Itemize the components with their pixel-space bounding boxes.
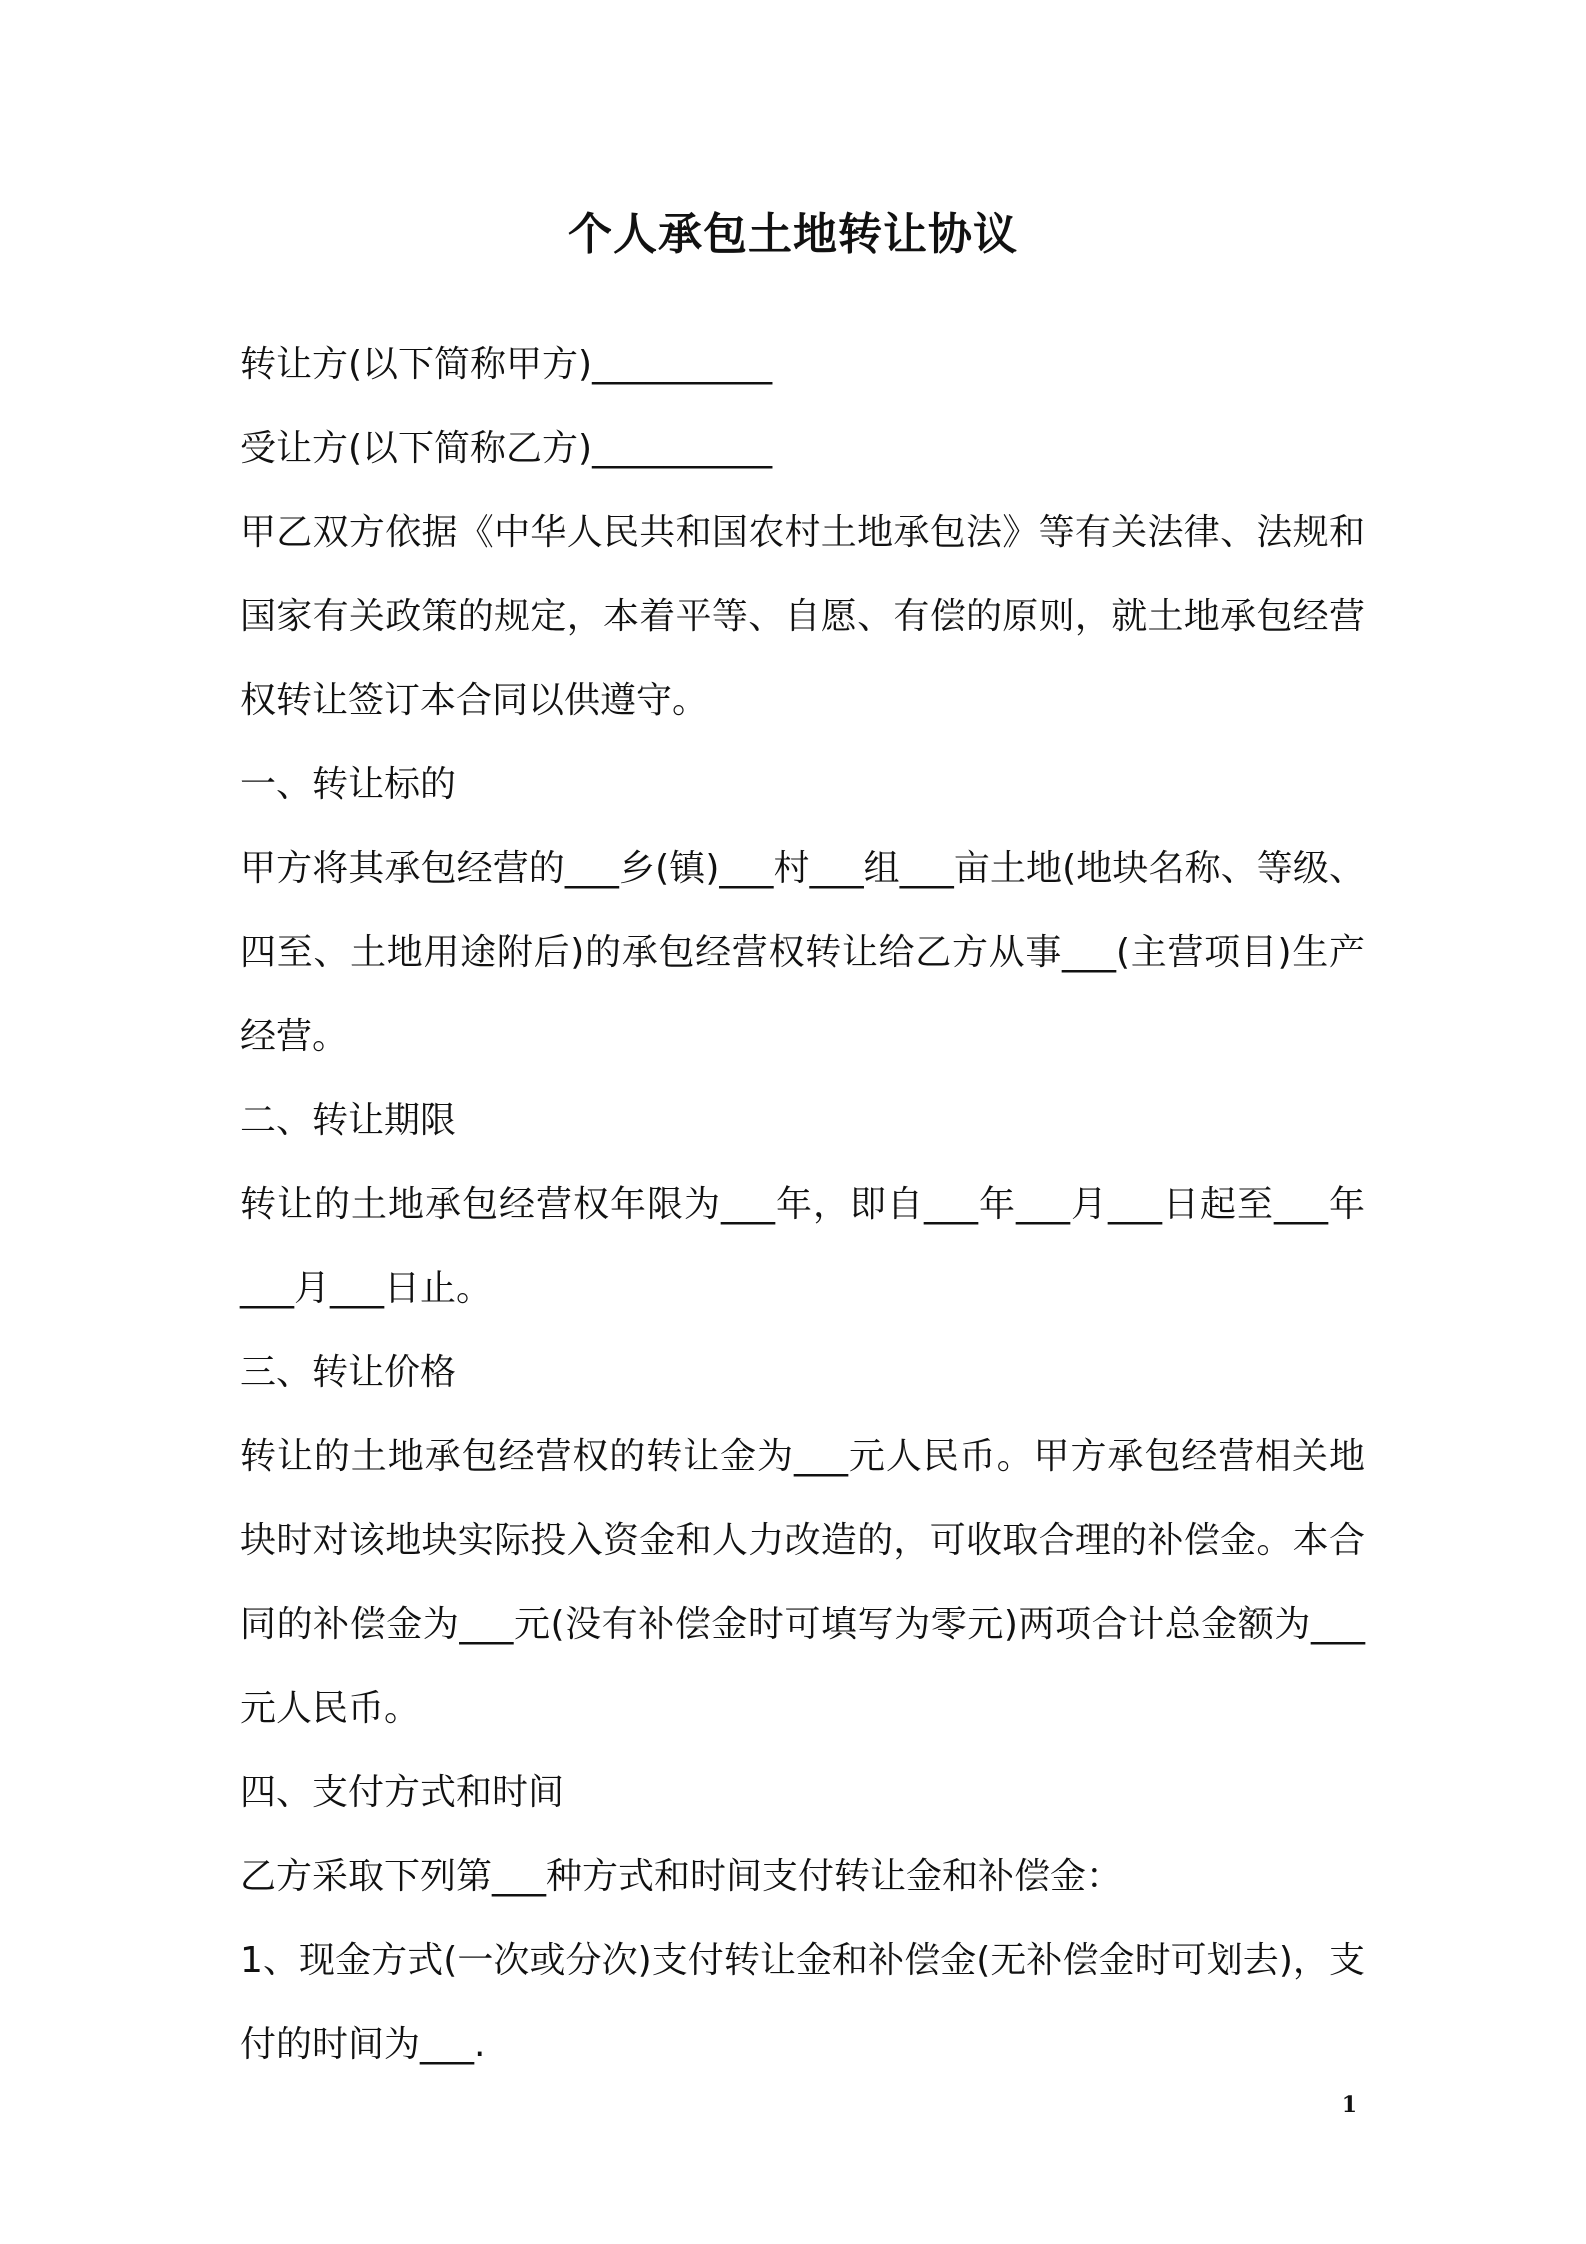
page-number: 1 [1341, 2092, 1357, 2118]
page-title: 个人承包土地转让协议 [568, 209, 1018, 260]
section-4-heading: 四、支付方式和时间 [240, 1772, 565, 1813]
section-4-item-1: 1、现金方式(一次或分次)支付转让金和补偿金(无补偿金时可划去)，支付的时间为___. [240, 1940, 1365, 2065]
document-body [240, 323, 1365, 2087]
section-3-paragraph: 转让的土地承包经营权的转让金为___元人民币。甲方承包经营相关地块时对该地块实际投入资金和人力改造的，可收取合理的补偿金。本合同的补偿金为___元(没有补偿金时可填写为零元)两项合计总金额为___元人民币。 [240, 1436, 1365, 1729]
section-1-paragraph: 甲方将其承包经营的___乡(镇)___村___组___亩土地(地块名称、等级、四至、土地用途附后)的承包经营权转让给乙方从事___(主营项目)生产经营。 [240, 848, 1365, 1057]
section-3-heading: 三、转让价格 [240, 1352, 457, 1393]
party-a-line: 转让方(以下简称甲方)__________ [240, 344, 773, 385]
section-2-heading: 二、转让期限 [240, 1100, 457, 1141]
section-2-paragraph: 转让的土地承包经营权年限为___年，即自___年___月___日起至___年___月___日止。 [240, 1184, 1365, 1309]
section-1-heading: 一、转让标的 [240, 764, 457, 805]
section-4-paragraph: 乙方采取下列第___种方式和时间支付转让金和补偿金： [240, 1856, 1123, 1897]
preamble-paragraph: 甲乙双方依据《中华人民共和国农村土地承包法》等有关法律、法规和国家有关政策的规定，本着平等、自愿、有偿的原则，就土地承包经营权转让签订本合同以供遵守。 [240, 512, 1365, 721]
party-b-line: 受让方(以下简称乙方)__________ [240, 428, 773, 469]
